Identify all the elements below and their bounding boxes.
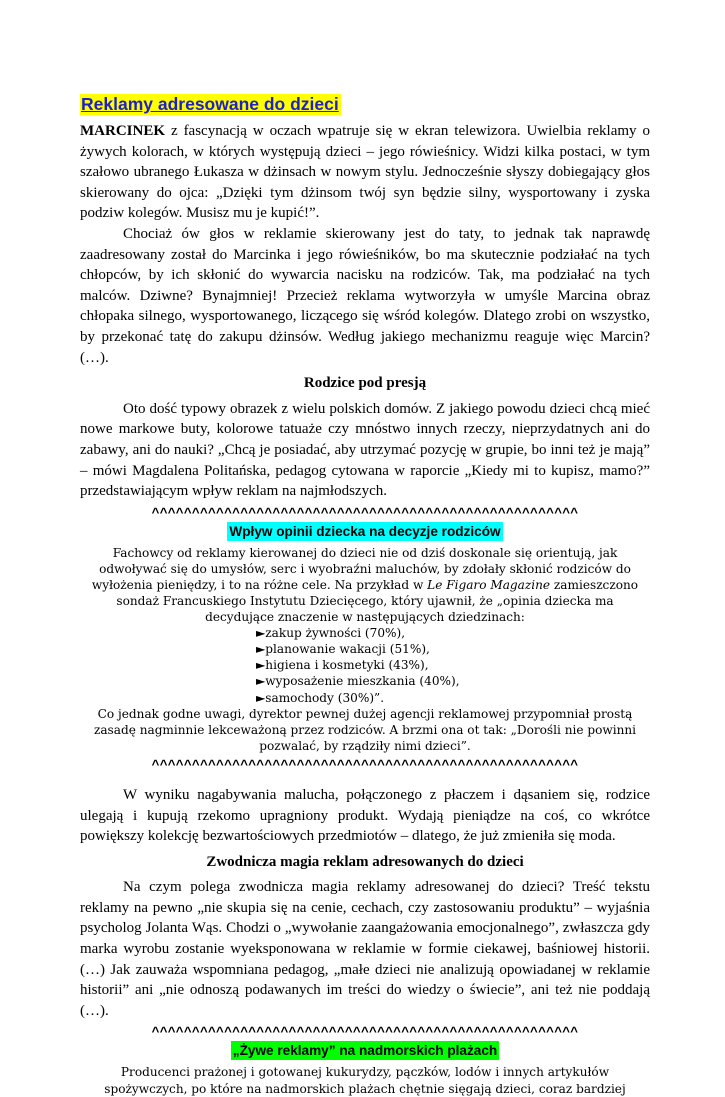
box1-text-after: zamieszczono sondaż Francuskiego Instytutu Dziecięcego, który ujawnił, że „opinia dziecka ma decydujące znaczenie w następujących dziedzinach: bbox=[116, 577, 639, 625]
intro-name: MARCINEK bbox=[80, 123, 165, 139]
box1-heading: Wpływ opinii dziecka na decyzje rodziców bbox=[229, 523, 501, 539]
box2-body bbox=[80, 1064, 650, 1096]
document-page bbox=[80, 94, 650, 1097]
section-magia-body bbox=[80, 877, 650, 1021]
section-heading-magia: Zwodnicza magia reklam adresowanych do dzieci bbox=[206, 853, 524, 870]
section-rodzice-text: Oto dość typowy obrazek z wielu polskich domów. Z jakiego powodu dzieci chcą mieć nowe markowe buty, kolorowe tatuaże czy mnóstwo innych rzeczy, nieprzydatnych ani do zabawy, ani do nauki? „Chcą je posiadać, aby utrzymać pozycję w grupie, bo inni też je mają” – mówi Magdalena Politańska, pedagog cytowana w raporcie „Kiedy mi to kupisz, mamo?” przedstawiającym wpływ reklam na najmłodszych. bbox=[80, 400, 650, 500]
box1-magazine: Le Figaro Magazine bbox=[427, 577, 551, 592]
list-item: ►samochody (30%)”. bbox=[256, 690, 385, 705]
box1-heading-wrap bbox=[80, 522, 650, 541]
box2-heading-wrap bbox=[80, 1041, 650, 1060]
list-item: ►planowanie wakacji (51%), bbox=[256, 642, 430, 657]
list-item: ►higiena i kosmetyki (43%), bbox=[256, 658, 429, 673]
box1-body bbox=[80, 545, 650, 754]
caret-divider-2: ^^^^^^^^^^^^^^^^^^^^^^^^^^^^^^^^^^^^^^^^^^^^^^^^^^^^^ bbox=[151, 756, 579, 772]
paragraph-2: Chociaż ów głos w reklamie skierowany jest do taty, to jednak tak naprawdę zaadresowany został do Marcinka i jego rówieśników, bo ma skutecznie podziałać na tych chłopców, by ich skłonić do wywarcia nacisku na rodziców. Tak, ma podziałać na tych malców. Dziwne? Bynajmniej! Przecież reklama wytworzyła w umyśle Marcina obraz chłopaka silnego, wysportowanego, liczącego się wśród kolegów. Dlatego zrobi on wszystko, by przekonać tatę do zakupu dżinsów. Według jakiego mechanizmu reaguje więc Marcin? (…). bbox=[80, 225, 650, 366]
box1-closing: Co jednak godne uwagi, dyrektor pewnej dużej agencji reklamowej przypomniał prostą zasadę nagminnie lekceważoną przez rodziców. A brzmi ona ot tak: „Dorośli nie powinni pozwalać, by rządziły nimi dzieci”. bbox=[93, 706, 637, 753]
caret-divider-3: ^^^^^^^^^^^^^^^^^^^^^^^^^^^^^^^^^^^^^^^^^^^^^^^^^^^^^ bbox=[151, 1024, 579, 1040]
article-body bbox=[80, 121, 650, 368]
box1-list bbox=[80, 625, 650, 705]
title: Reklamy adresowane do dzieci bbox=[81, 94, 339, 114]
section-magia-text: Na czym polega zwodnicza magia reklamy adresowanej do dzieci? Treść tekstu reklamy na pewno „nie skupia się na cenie, cechach, czy zastosowaniu produktu” – wyjaśnia psycholog Jolanta Wąs. Chodzi o „wywołanie zaangażowania emocjonalnego”, zwłaszcza gdy marka wyrobu zostanie wyeksponowana w reklamie w formie ciekawej, baśniowej historii. (…) Jak zauważa wspomniana pedagog, „małe dzieci nie analizują opowiadanej w reklamie historii” ani „nie odnoszą podawanych im treści do wiedzy o świecie”, ani też nie poddają (…). bbox=[80, 879, 650, 1019]
list-item: ►wyposażenie mieszkania (40%), bbox=[256, 674, 460, 689]
section-heading-rodzice: Rodzice pod presją bbox=[303, 375, 427, 392]
paragraph-3-wrap bbox=[80, 785, 650, 847]
intro-text: z fascynacją w oczach wpatruje się w ekran telewizora. Uwielbia reklamy o żywych kolorach, w których występują dzieci – jego rówieśnicy. Widzi kilka postaci, w tym szałowo ubranego Łukasza w dżinsach w nowym stylu. Jednocześnie słyszy dobiegający głos skierowany do ojca: „Dzięki tym dżinsom twój syn będzie silny, wysportowany i zyska podziw kolegów. Musisz mu je kupić!”. bbox=[80, 123, 650, 222]
box1-text-before: Fachowcy od reklamy kierowanej do dzieci nie od dziś doskonale się orientują, jak odwoływać się do umysłów, serc i wyobraźni maluchów, by zdołały skłonić rodziców do wyłożenia pieniędzy, i to na różne cele. Na przykład w bbox=[91, 545, 631, 592]
box2-heading: „Żywe reklamy” na nadmorskich plażach bbox=[232, 1043, 498, 1059]
box2-text: Producenci prażonej i gotowanej kukurydzy, pączków, lodów i innych artykułów spożywczych, po które na nadmorskich plażach chętnie sięgają dzieci, coraz bardziej bbox=[104, 1065, 626, 1096]
caret-divider-1: ^^^^^^^^^^^^^^^^^^^^^^^^^^^^^^^^^^^^^^^^^^^^^^^^^^^^^ bbox=[151, 504, 579, 520]
intro-paragraph bbox=[80, 121, 650, 224]
section-rodzice-body bbox=[80, 399, 650, 502]
box1-text bbox=[80, 545, 650, 625]
paragraph-3: W wyniku nagabywania malucha, połączonego z płaczem i dąsaniem się, rodzice ulegają i kupują rzekomo upragniony produkt. Wydają pieniądze na coś, co wkrótce powiększy kolekcję bezwartościowych przedmiotów – dlatego, że już zmieniła się moda. bbox=[80, 786, 650, 845]
list-item: ►zakup żywności (70%), bbox=[256, 626, 406, 641]
